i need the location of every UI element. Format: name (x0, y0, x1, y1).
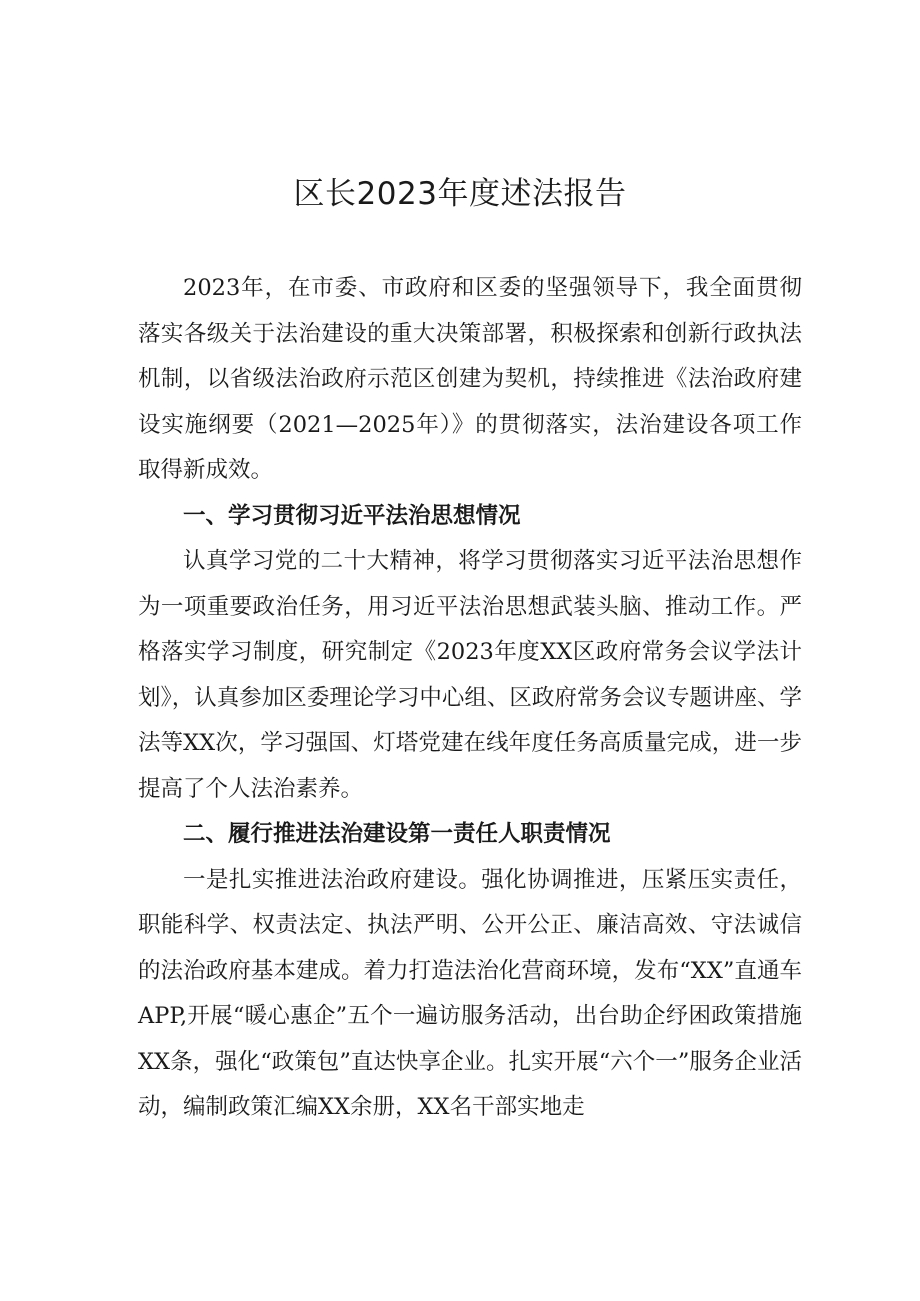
paragraph-section-2: 一是扎实推进法治政府建设。强化协调推进，压紧压实责任，职能科学、权责法定、执法严明、公开公正、廉洁高效、守法诚信的法治政府基本建成。着力打造法治化营商环境，发布“XX”直通车APP,开展“暖心惠企”五个一遍访服务活动，出台助企纾困政策措施XX条，强化“政策包”直达快享企业。扎实开展“六个一”服务企业活动，编制政策汇编XX余册，XX名干部实地走 (138, 866, 802, 1120)
section-heading-1: 一、学习贯彻习近平法治思想情况 (183, 502, 521, 529)
section-heading-2: 二、履行推进法治建设第一责任人职责情况 (183, 821, 611, 847)
paragraph-intro: 2023年，在市委、市政府和区委的坚强领导下，我全面贯彻落实各级关于法治建设的重大决策部署，积极探索和创新行政执法机制，以省级法治政府示范区创建为契机，持续推进《法治政府建设实施纲要（2021—2025年）》的贯彻落实，法治建设各项工作取得新成效。 (138, 275, 802, 483)
document-body (138, 266, 802, 1131)
document-title: 区长2023年度述法报告 (293, 176, 627, 212)
paragraph-section-1: 认真学习党的二十大精神，将学习贯彻落实习近平法治思想作为一项重要政治任务，用习近平法治思想武装头脑、推动工作。严格落实学习制度，研究制定《2023年度XX区政府常务会议学法计划》，认真参加区委理论学习中心组、区政府常务会议专题讲座、学法等XX次，学习强国、灯塔党建在线年度任务高质量完成，进一步提高了个人法治素养。 (138, 548, 802, 802)
